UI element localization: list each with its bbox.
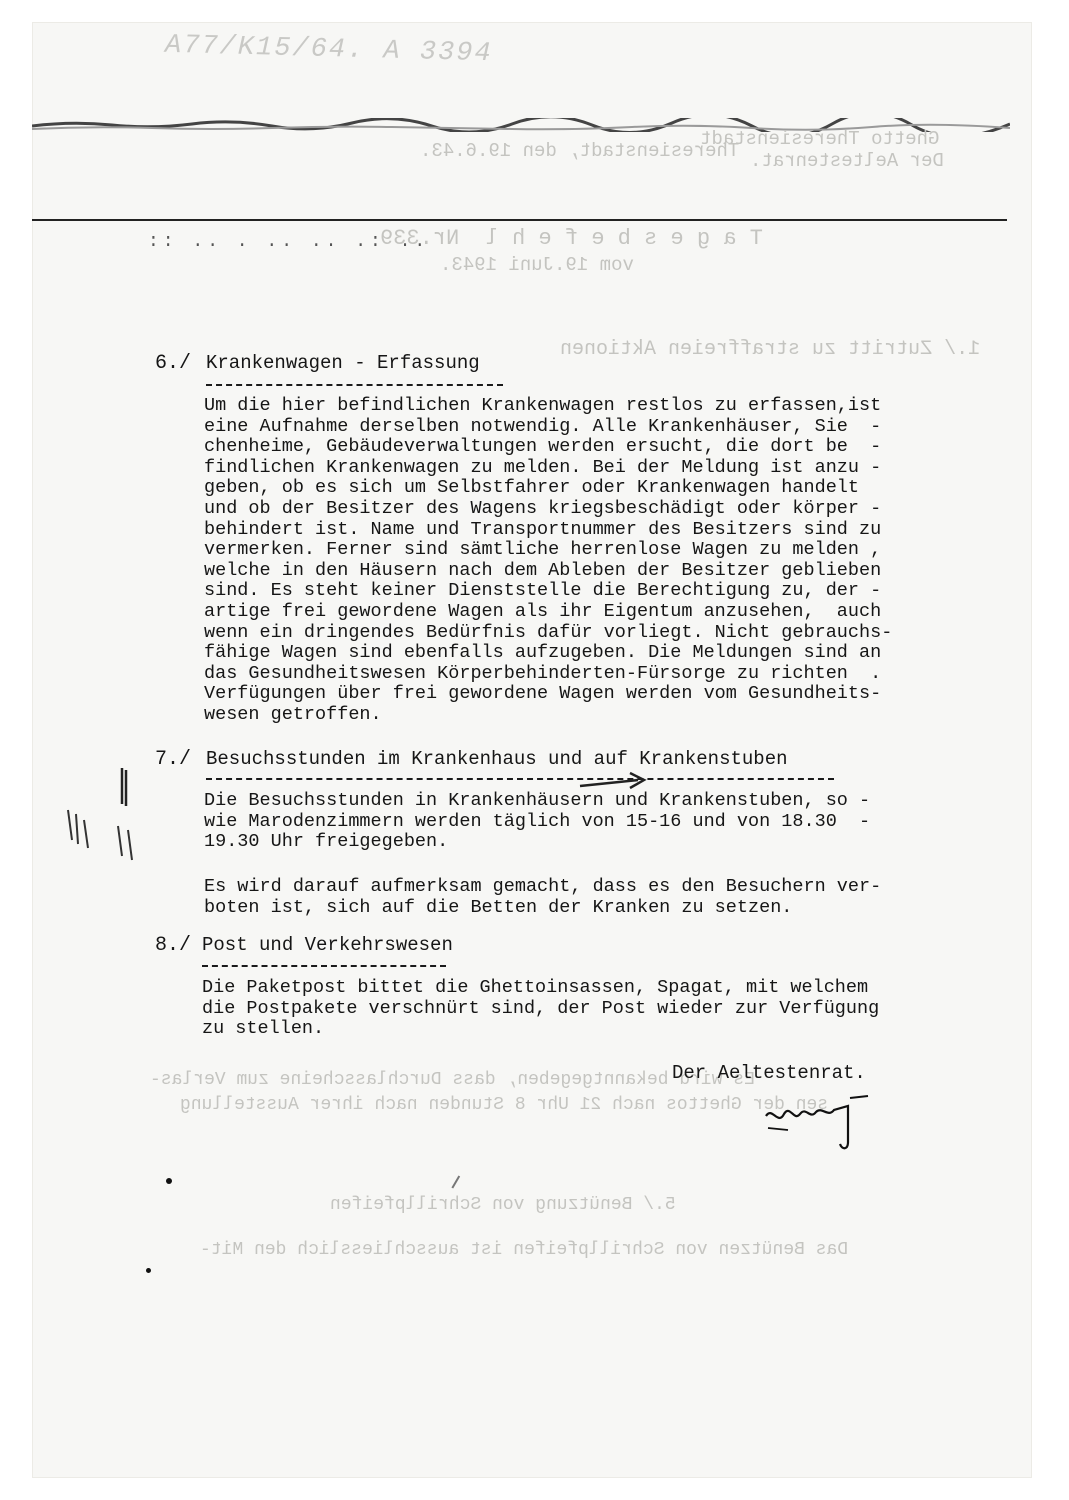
section-heading: Besuchsstunden im Krankenhaus und auf Krankenstuben (206, 748, 788, 770)
text-line: eine Aufnahme derselben notwendig. Alle Krankenhäuser, Sie - (204, 415, 882, 437)
bleed-through-text: vom 19.Juni 1943. (440, 254, 634, 276)
text-line: 19.30 Uhr freigegeben. (204, 831, 449, 853)
section-heading: Post und Verkehrswesen (202, 934, 453, 956)
text-line: die Postpakete verschnürt sind, der Post wieder zur Verfügung (202, 997, 880, 1019)
text-line: welche in den Häusern nach dem Ableben der Besitzer geblieben (204, 559, 882, 581)
section-body (202, 978, 879, 1040)
section-number: 6./ (155, 352, 192, 375)
text-line: Die Paketpost bittet die Ghettoinsassen, Spagat, mit welchem (202, 977, 869, 998)
section-body (204, 396, 892, 726)
section-body (204, 791, 870, 853)
text-line: Um die hier befindlichen Krankenwagen restlos zu erfassen,ist (204, 395, 882, 416)
bleed-through-text: Ghetto Theresienstadt (700, 128, 940, 150)
margin-mark-icon (58, 800, 98, 860)
text-line: wie Marodenzimmern werden täglich von 15-16 und von 18.30 - (204, 810, 871, 832)
bleed-through-text: Das Benützen von Schrillpfeifen ist ausschliesslich den Mit- (200, 1240, 849, 1260)
heading-underline (202, 965, 446, 967)
page-divider-line (32, 219, 1007, 221)
ink-dot (146, 1268, 151, 1273)
margin-mark-icon (108, 760, 148, 900)
text-line: chenheime, Gebäudeverwaltungen werden ersucht, die dort be - (204, 436, 882, 458)
bleed-through-text: Es wird bekanntgegeben, dass Durchlasscheine zum Verlas- (150, 1070, 755, 1090)
text-line: das Gesundheitswesen Körperbehinderten-Fürsorge zu richten . (204, 662, 882, 684)
bleed-through-text: sen der Ghettos nach 21 Uhr 8 Stunden nach ihrer Ausstellung (180, 1095, 829, 1115)
heading-underline (206, 778, 834, 780)
ink-dot (166, 1178, 172, 1184)
archive-reference: A77/K15/64. A 3394 (164, 30, 493, 70)
text-line: wesen getroffen. (204, 703, 382, 725)
bleed-through-text: 1./ Zutritt zu straffreien Aktionen (560, 338, 981, 361)
section-body (204, 877, 881, 918)
text-line: Es wird darauf aufmerksam gemacht, dass es den Besuchern ver- (204, 876, 882, 897)
text-line: vermerken. Ferner sind sämtliche herrenlose Wagen zu melden , (204, 539, 882, 561)
text-line: behindert ist. Name und Transportnummer des Besitzers sind zu (204, 518, 882, 540)
section-number: 7./ (155, 748, 192, 771)
section-heading: Krankenwagen - Erfassung (206, 352, 480, 374)
text-line: artige frei gewordene Wagen als ihr Eigentum anzusehen, auch (204, 600, 882, 622)
bleed-through-text: T a g e s b e f e h l Nr.339 (380, 226, 763, 251)
bleed-through-text: Der Aeltestenrat. (750, 150, 944, 172)
handwritten-signature (758, 1086, 878, 1156)
text-line: fähige Wagen sind ebenfalls aufzugeben. Die Meldungen sind an (204, 642, 882, 664)
bleed-through-text: 5./ Benützung von Schrillpfeifen (330, 1195, 676, 1215)
text-line: boten ist, sich auf die Betten der Kranken zu setzen. (204, 896, 793, 918)
text-line: geben, ob es sich um Selbstfahrer oder Krankenwagen handelt (204, 477, 860, 499)
text-line: Die Besuchsstunden in Krankenhäusern und Krankenstuben, so - (204, 790, 871, 811)
signatory-label: Der Aeltestenrat. (672, 1062, 866, 1084)
heading-underline (206, 384, 503, 386)
text-line: zu stellen. (202, 1018, 325, 1040)
text-line: findlichen Krankenwagen zu melden. Bei der Meldung ist anzu - (204, 456, 882, 478)
text-line: Verfügungen über frei gewordene Wagen werden vom Gesundheits- (204, 683, 882, 705)
text-line: sind. Es steht keiner Dienststelle die Berechtigung zu, der - (204, 580, 882, 602)
bleed-through-text: Theresienstadt, den 19.6.43. (420, 140, 740, 162)
section-number: 8./ (155, 934, 192, 957)
ink-smudge: :: .. . .. .. .: .. (148, 232, 430, 252)
text-line: wenn ein dringendes Bedürfnis dafür vorliegt. Nicht gebrauchs- (204, 621, 893, 643)
text-line: und ob der Besitzer des Wagens kriegsbeschädigt oder körper - (204, 497, 882, 519)
